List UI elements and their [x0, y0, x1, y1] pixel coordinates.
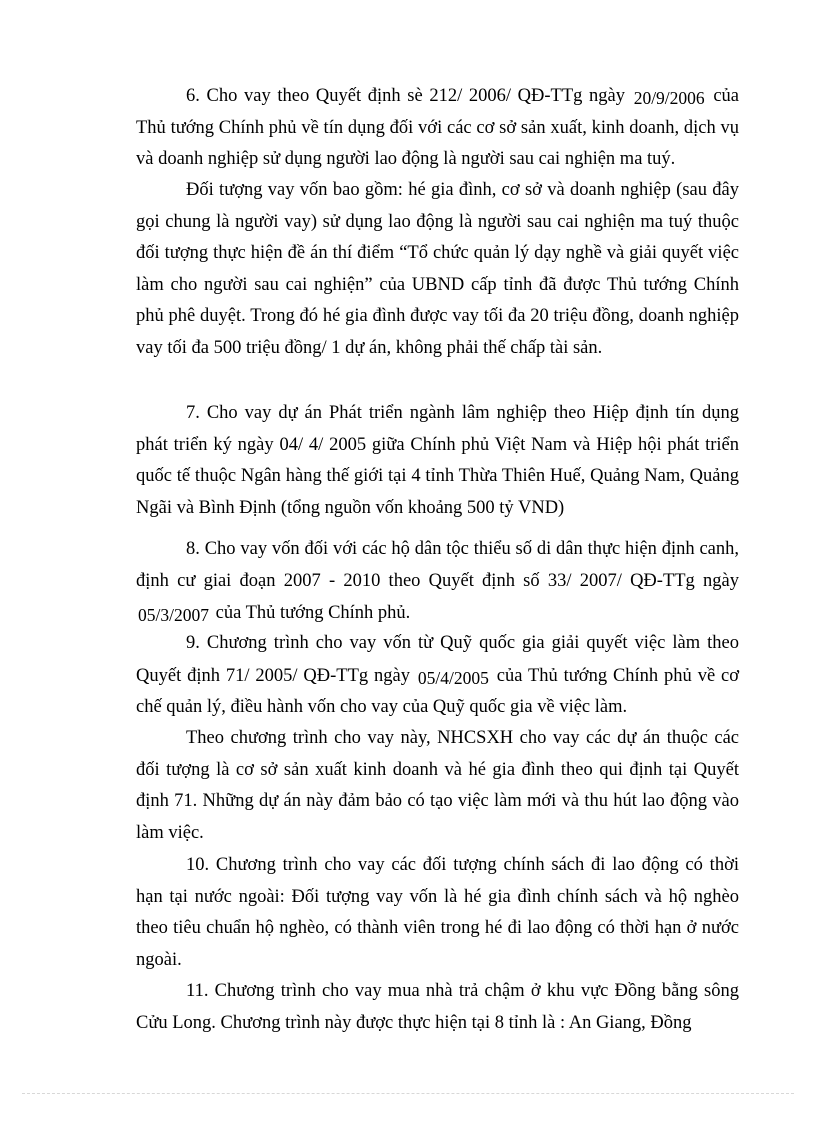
- page-bottom-rule: [22, 1093, 794, 1094]
- date-text: 05/3/2007: [138, 605, 209, 626]
- paragraph-text: của Thủ tướng Chính phủ về tín dụng đối với các cơ sở sản xuất, kinh doanh, dịch vụ và doanh nghiệp sử dụng người lao động là người sau cai nghiện ma tuý.: [136, 86, 740, 170]
- paragraph-text: 11. Chương trình cho vay mua nhà trả chậm ở khu vực Đồng bằng sông Cửu Long. Chương trình này được thực hiện tại 8 tỉnh là : An Giang, Đồng: [136, 981, 739, 1033]
- paragraph-item-6: [136, 80, 739, 176]
- paragraph-text: Đối tượng vay vốn bao gồm: hé gia đình, cơ sở và doanh nghiệp (sau đây gọi chung là người vay) sử dụng lao động là người sau cai nghiện ma tuý thuộc đối tượng thực hiện đề án thí điểm “Tổ chức quản lý dạy nghề và giải quyết việc làm cho người sau cai nghiện” của UBND cấp tỉnh đã được Thủ tướng Chính phủ phê duyệt. Trong đó hé gia đình được vay tối đa 20 triệu đồng, doanh nghiệp vay tối đa 500 triệu đồng/ 1 dự án, không phải thế chấp tài sản.: [136, 180, 739, 358]
- paragraph-text: 7. Cho vay dự án Phát triển ngành lâm nghiệp theo Hiệp định tín dụng phát triển ký ngày 04/ 4/ 2005 giữa Chính phủ Việt Nam và Hiệp hội phát triển quốc tế thuộc Ngân hàng thế giới tại 4 tỉnh Thừa Thiên Huế, Quảng Nam, Quảng Ngãi và Bình Định (tổng nguồn vốn khoảng 500 tỷ VND): [136, 403, 739, 518]
- paragraph-item-9: [136, 628, 739, 724]
- paragraph-text: 6. Cho vay theo Quyết định sè 212/ 2006/ QĐ-TTg ngày: [186, 86, 626, 106]
- paragraph-item-7: [136, 398, 739, 524]
- date-text: 20/9/2006: [633, 88, 705, 108]
- paragraph-text: 8. Cho vay vốn đối với các hộ dân tộc thiểu số di dân thực hiện định canh, định cư giai đoạn 2007 - 2010 theo Quyết định số 33/ 2007/ QĐ-TTg ngày: [136, 539, 739, 591]
- paragraph-text: Theo chương trình cho vay này, NHCSXH cho vay các dự án thuộc các đối tượng là cơ sở sản xuất kinh doanh và hé gia đình theo qui định tại Quyết định 71. Những dự án này đảm bảo có tạo việc làm mới và thu hút lao động vào làm việc.: [136, 728, 739, 843]
- paragraph-item-10: [136, 850, 739, 976]
- date-text: 05/4/2005: [417, 667, 489, 688]
- paragraph-item-8: [136, 534, 739, 630]
- paragraph-program-details: [136, 723, 739, 849]
- paragraph-text: 9. Chương trình cho vay vốn từ Quỹ quốc gia giải quyết việc làm theo Quyết định 71/ 2005/ QĐ-TTg ngày: [136, 633, 739, 686]
- paragraph-text: của Thủ tướng Chính phủ.: [215, 603, 411, 624]
- paragraph-borrower-description: [136, 175, 739, 365]
- paragraph-item-11: [136, 976, 739, 1039]
- paragraph-text: của Thủ tướng Chính phủ về cơ chế quản lý, điều hành vốn cho vay của Quỹ quốc gia về việc làm.: [136, 665, 740, 718]
- paragraph-text: 10. Chương trình cho vay các đối tượng chính sách đi lao động có thời hạn tại nước ngoài: Đối tượng vay vốn là hé gia đình chính sách và hộ nghèo theo tiêu chuẩn hộ nghèo, có thành viên trong hé đi lao động có thời hạn ở nước ngoài.: [136, 855, 739, 970]
